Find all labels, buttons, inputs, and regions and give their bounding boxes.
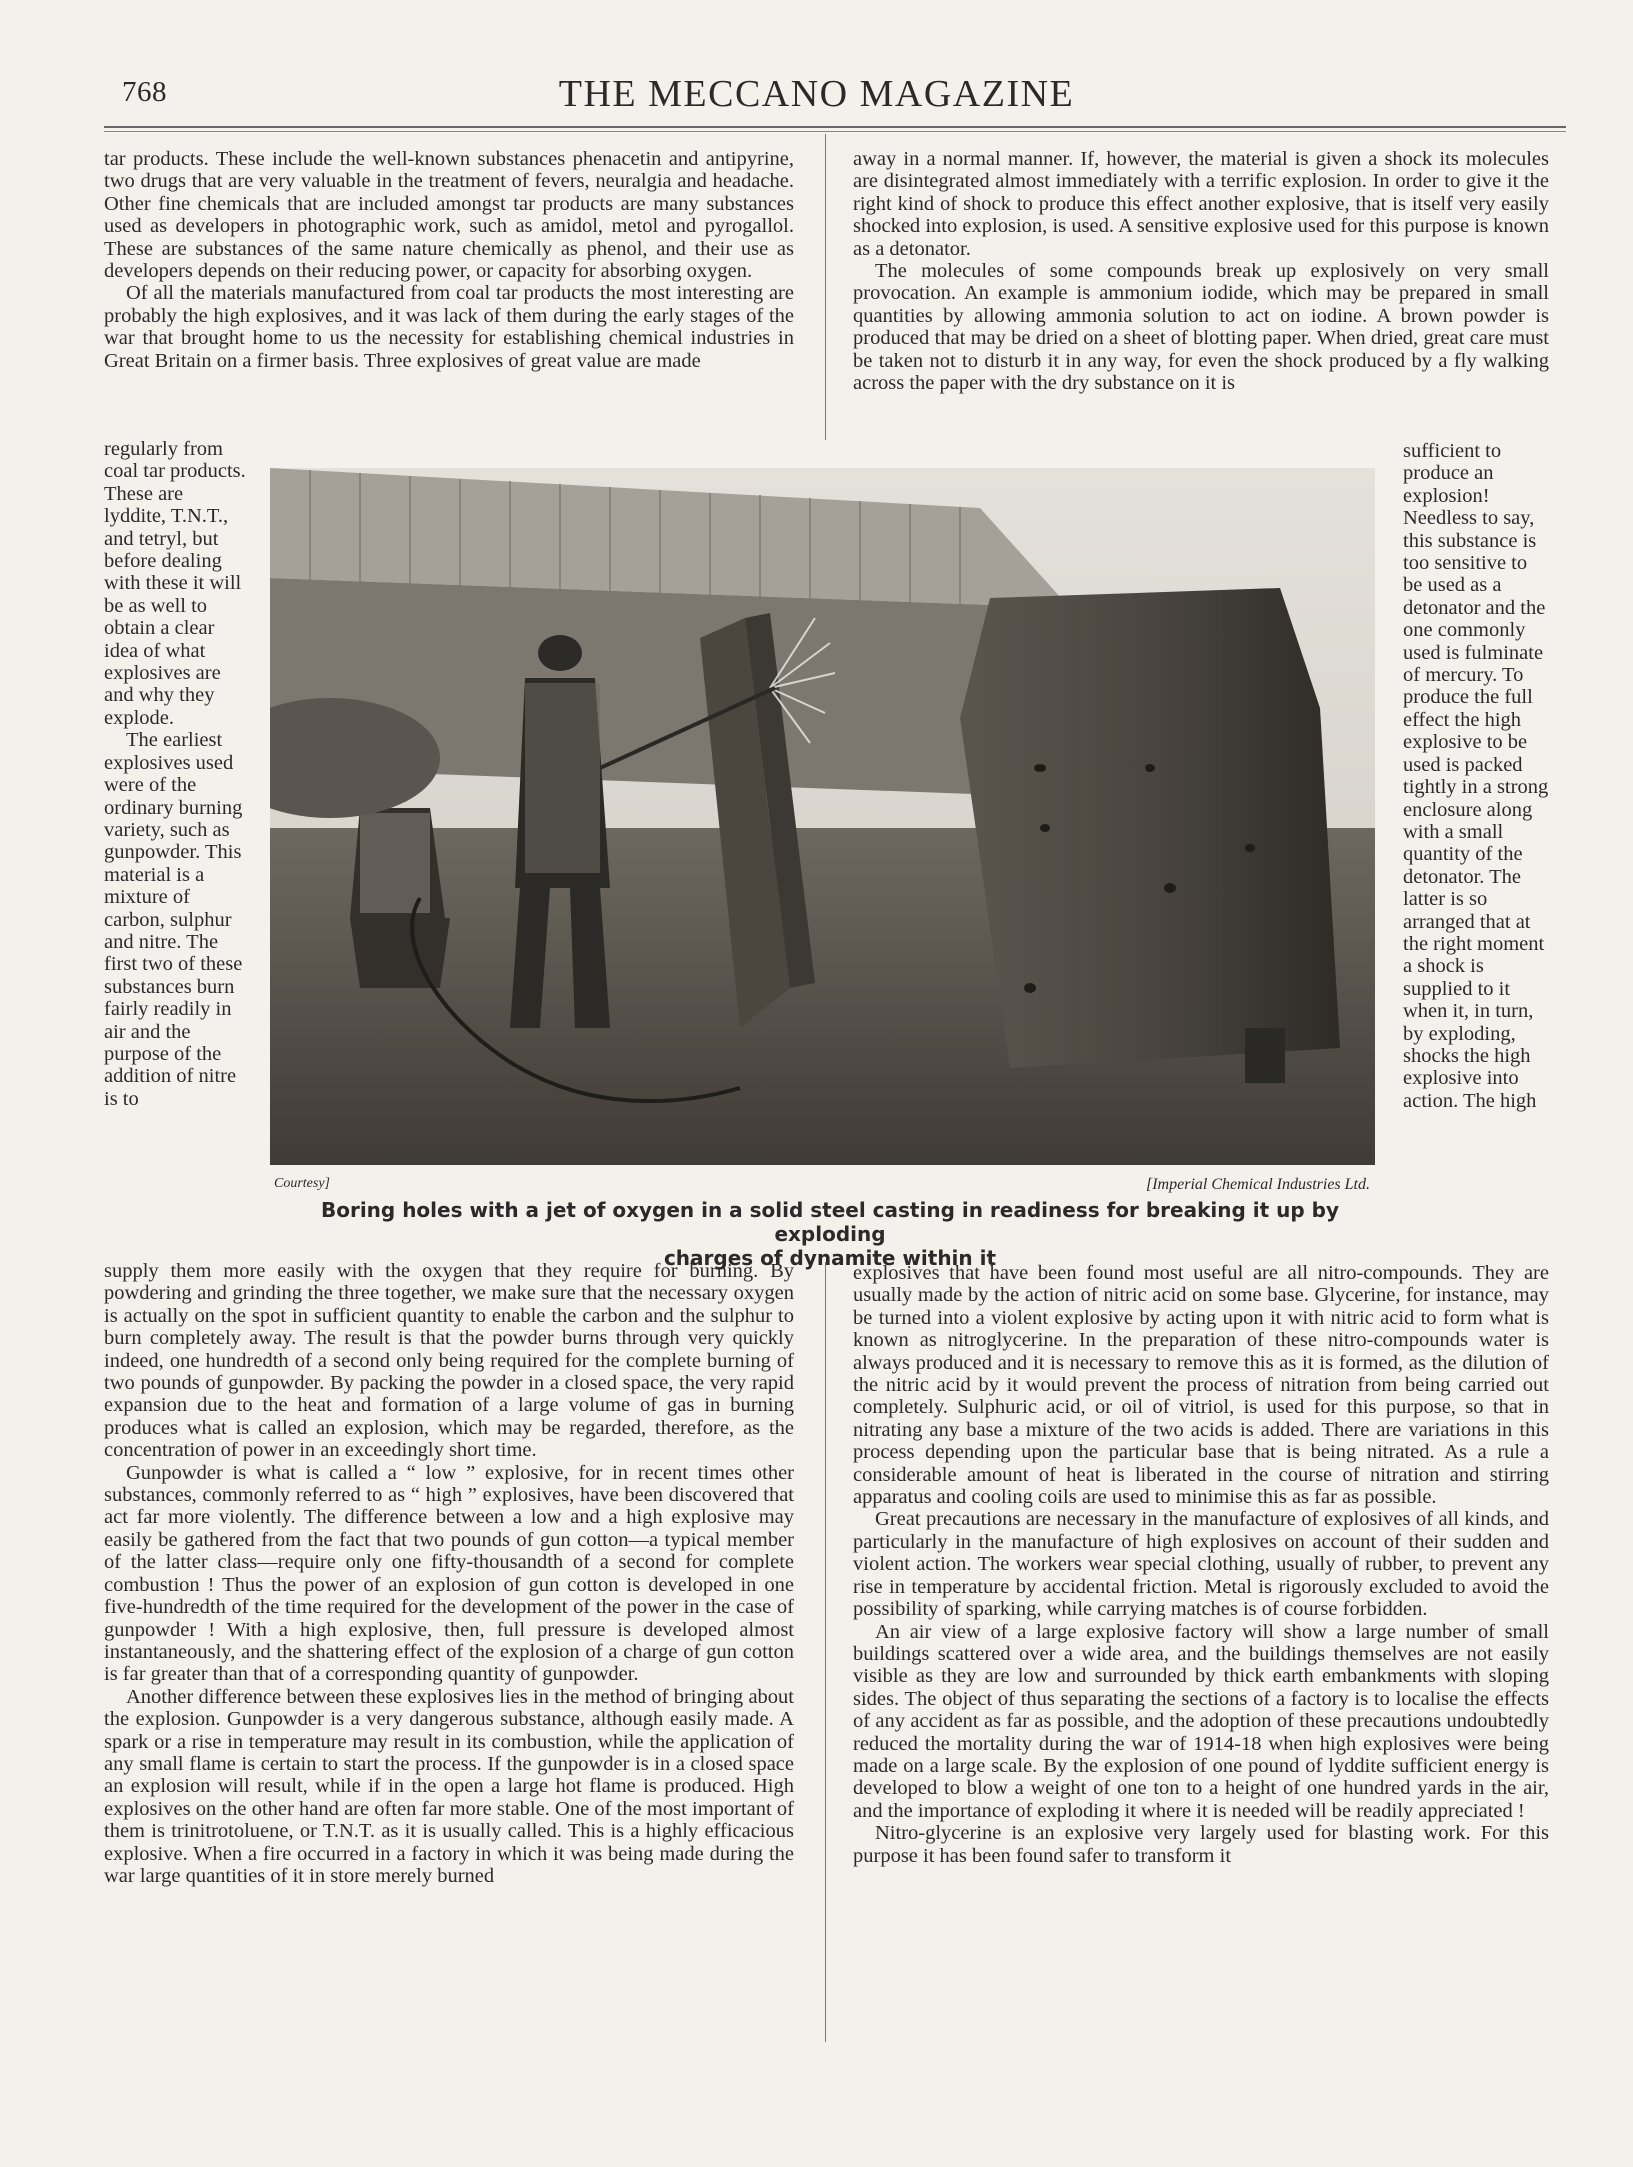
- paragraph: Another difference between these explosives lies in the method of bringing about the explosion. Gunpowder is a very dangerous substance, although easily made. A spark or a rise in temperature may result in its combustion, while the application of any small flame is certain to start the process. If the gunpowder is in a closed space an explosion will result, while if in the open a large hot flame is produced. High explosives on the other hand are often far more stable. One of the most important of them is trinitrotoluene, or T.N.T. as it is usually called. This is a highly efficacious explosive. When a fire occurred in a factory in which it was being made during the war large quantities of it in store merely burned: [104, 1685, 794, 1887]
- paragraph: The earliest explosives used were of the ordinary burning variety, such as gunpowder. This material is a mixture of carbon, sulphur and nitre. The first two of these substances burn fairly readily in air and the purpose of the addition of nitre is to: [104, 729, 243, 1110]
- column-divider: [825, 1262, 826, 2042]
- paragraph: The molecules of some compounds break up explosively on very small provocation. An example is ammonium iodide, which may be prepared in small quantities by allowing ammonia solution to act on iodine. A brown powder is produced that may be dried on a sheet of blotting paper. When dried, great care must be taken not to disturb it in any way, for even the shock produced by a fly walking across the paper with the dry substance on it is: [853, 260, 1549, 395]
- page-number: 768: [122, 76, 167, 108]
- caption-line: Boring holes with a jet of oxygen in a solid steel casting in readiness for breaking it up by exploding: [320, 1198, 1340, 1246]
- header-rule: [104, 126, 1566, 132]
- paragraph: An air view of a large explosive factory will show a large number of small buildings scattered over a wide area, and the buildings themselves are not easily visible as they are low and surrounded by thick earth embankments with sloping sides. The object of thus separating the sections of a factory is to localise the effects of any accident as far as possible, and the adoption of these precautions undoubtedly reduced the mortality during the war of 1914-18 when high explosives were being made on a large scale. By the explosion of one pound of lyddite sufficient energy is developed to blow a weight of one ton to a height of one hundred yards in the air, and the importance of exploding it where it is needed will be readily appreciated !: [853, 1620, 1549, 1822]
- photograph-illustration: [270, 468, 1375, 1165]
- photo-credit-left: Courtesy]: [274, 1176, 330, 1191]
- paragraph: supply them more easily with the oxygen that they require for burning. By powdering and grinding the three together, we make sure that the necessary oxygen is actually on the spot in sufficient quantity to enable the carbon and the sulphur to burn completely away. The result is that the powder burns through very quickly indeed, one hundredth of a second only being required for the complete burning of two pounds of gunpowder. By packing the powder in a closed space, the very rapid expansion due to the heat and formation of a large volume of gas in burning produces what is called an explosion, which may be regarded, therefore, as the concentration of power in an exceedingly short time.: [104, 1260, 794, 1462]
- right-column-top: [853, 148, 1549, 394]
- left-column-top: [104, 148, 794, 372]
- page-title: THE MECCANO MAGAZINE: [558, 73, 1075, 115]
- left-column-bottom: [104, 1260, 794, 1887]
- paragraph: tar products. These include the well-known substances phenacetin and antipyrine, two drugs that are very valuable in the treatment of fevers, neuralgia and headache. Other fine chemicals that are included amongst tar products are many substances used as developers in photographic work, such as amidol, metol and pyrogallol. These are substances of the same nature chemically as phenol, and their use as developers depends on their reducing power, or capacity for absorbing oxygen.: [104, 148, 794, 283]
- paragraph: Of all the materials manufactured from coal tar products the most interesting are probably the high explosives, and it was lack of them during the early stages of the war that brought home to us the necessity for establishing chemical industries in Great Britain on a firmer basis. Three explosives of great value are made: [104, 282, 794, 372]
- paragraph: explosives that have been found most useful are all nitro-compounds. They are usually made by the action of nitric acid on some base. Glycerine, for instance, may be turned into a violent explosive by acting upon it with nitric acid to form what is known as nitroglycerine. In the preparation of these nitro-compounds water is always produced and it is necessary to remove this as it is formed, as the dilution of the nitric acid by it would prevent the process of nitration from being carried out completely. Sulphuric acid, or oil of vitriol, is used for this purpose, so that in nitrating any base a mixture of the two acids is added. There are variations in this process depending upon the particular base that is being nitrated. As a rule a considerable amount of heat is liberated in the course of nitration and stirring apparatus and cooling coils are used to minimise this as far as possible.: [853, 1262, 1549, 1509]
- photograph: [270, 468, 1375, 1165]
- left-wrap-text: [104, 438, 246, 1110]
- right-column-bottom: [853, 1262, 1549, 1867]
- paragraph: regularly from coal tar products. These are lyddite, T.N.T., and tetryl, but before dealing with these it will be as well to obtain a clear idea of what explosives are and why they explode.: [104, 438, 246, 729]
- paragraph: sufficient to produce an explosion! Needless to say, this substance is too sensitive to be used as a detonator and the one commonly used is fulminate of mercury. To produce the full effect the high explosive to be used is packed tightly in a strong enclosure along with a small quantity of the detonator. The latter is so arranged that at the right moment a shock is supplied to it when it, in turn, by exploding, shocks the high explosive into action. The high: [1403, 440, 1549, 1112]
- right-wrap-text: [1403, 440, 1549, 1112]
- column-divider: [825, 134, 826, 440]
- paragraph: away in a normal manner. If, however, the material is given a shock its molecules are disintegrated almost immediately with a terrific explosion. In order to give it the right kind of shock to produce this effect another explosive, that is itself very easily shocked into explosion, is used. A sensitive explosive used for this purpose is known as a detonator.: [853, 148, 1549, 260]
- photo-credit-right: [Imperial Chemical Industries Ltd.: [1146, 1176, 1370, 1193]
- paragraph: Gunpowder is what is called a “ low ” explosive, for in recent times other substances, commonly referred to as “ high ” explosives, have been discovered that act far more violently. The difference between a low and a high explosive may easily be gathered from the fact that two pounds of gun cotton—a typical member of the latter class—require only one fifty-thousandth of a second for complete combustion ! Thus the power of an explosion of gun cotton is developed in one five-hundredth of the time required for the development of the power in the case of gunpowder ! With a high explosive, then, full pressure is developed almost instantaneously, and the shattering effect of the explosion of a charge of gun cotton is far greater than that of a corresponding quantity of gunpowder.: [104, 1461, 794, 1686]
- caption-line: charges of dynamite within it: [663, 1246, 997, 1270]
- paragraph: Great precautions are necessary in the manufacture of explosives of all kinds, and particularly in the manufacture of high explosives on account of their sudden and violent action. The workers wear special clothing, usually of rubber, to prevent any rise in temperature by accidental friction. Metal is rigorously excluded to avoid the possibility of sparking, while carrying matches is of course forbidden.: [853, 1508, 1549, 1621]
- paragraph: Nitro-glycerine is an explosive very largely used for blasting work. For this purpose it has been found safer to transform it: [853, 1822, 1549, 1867]
